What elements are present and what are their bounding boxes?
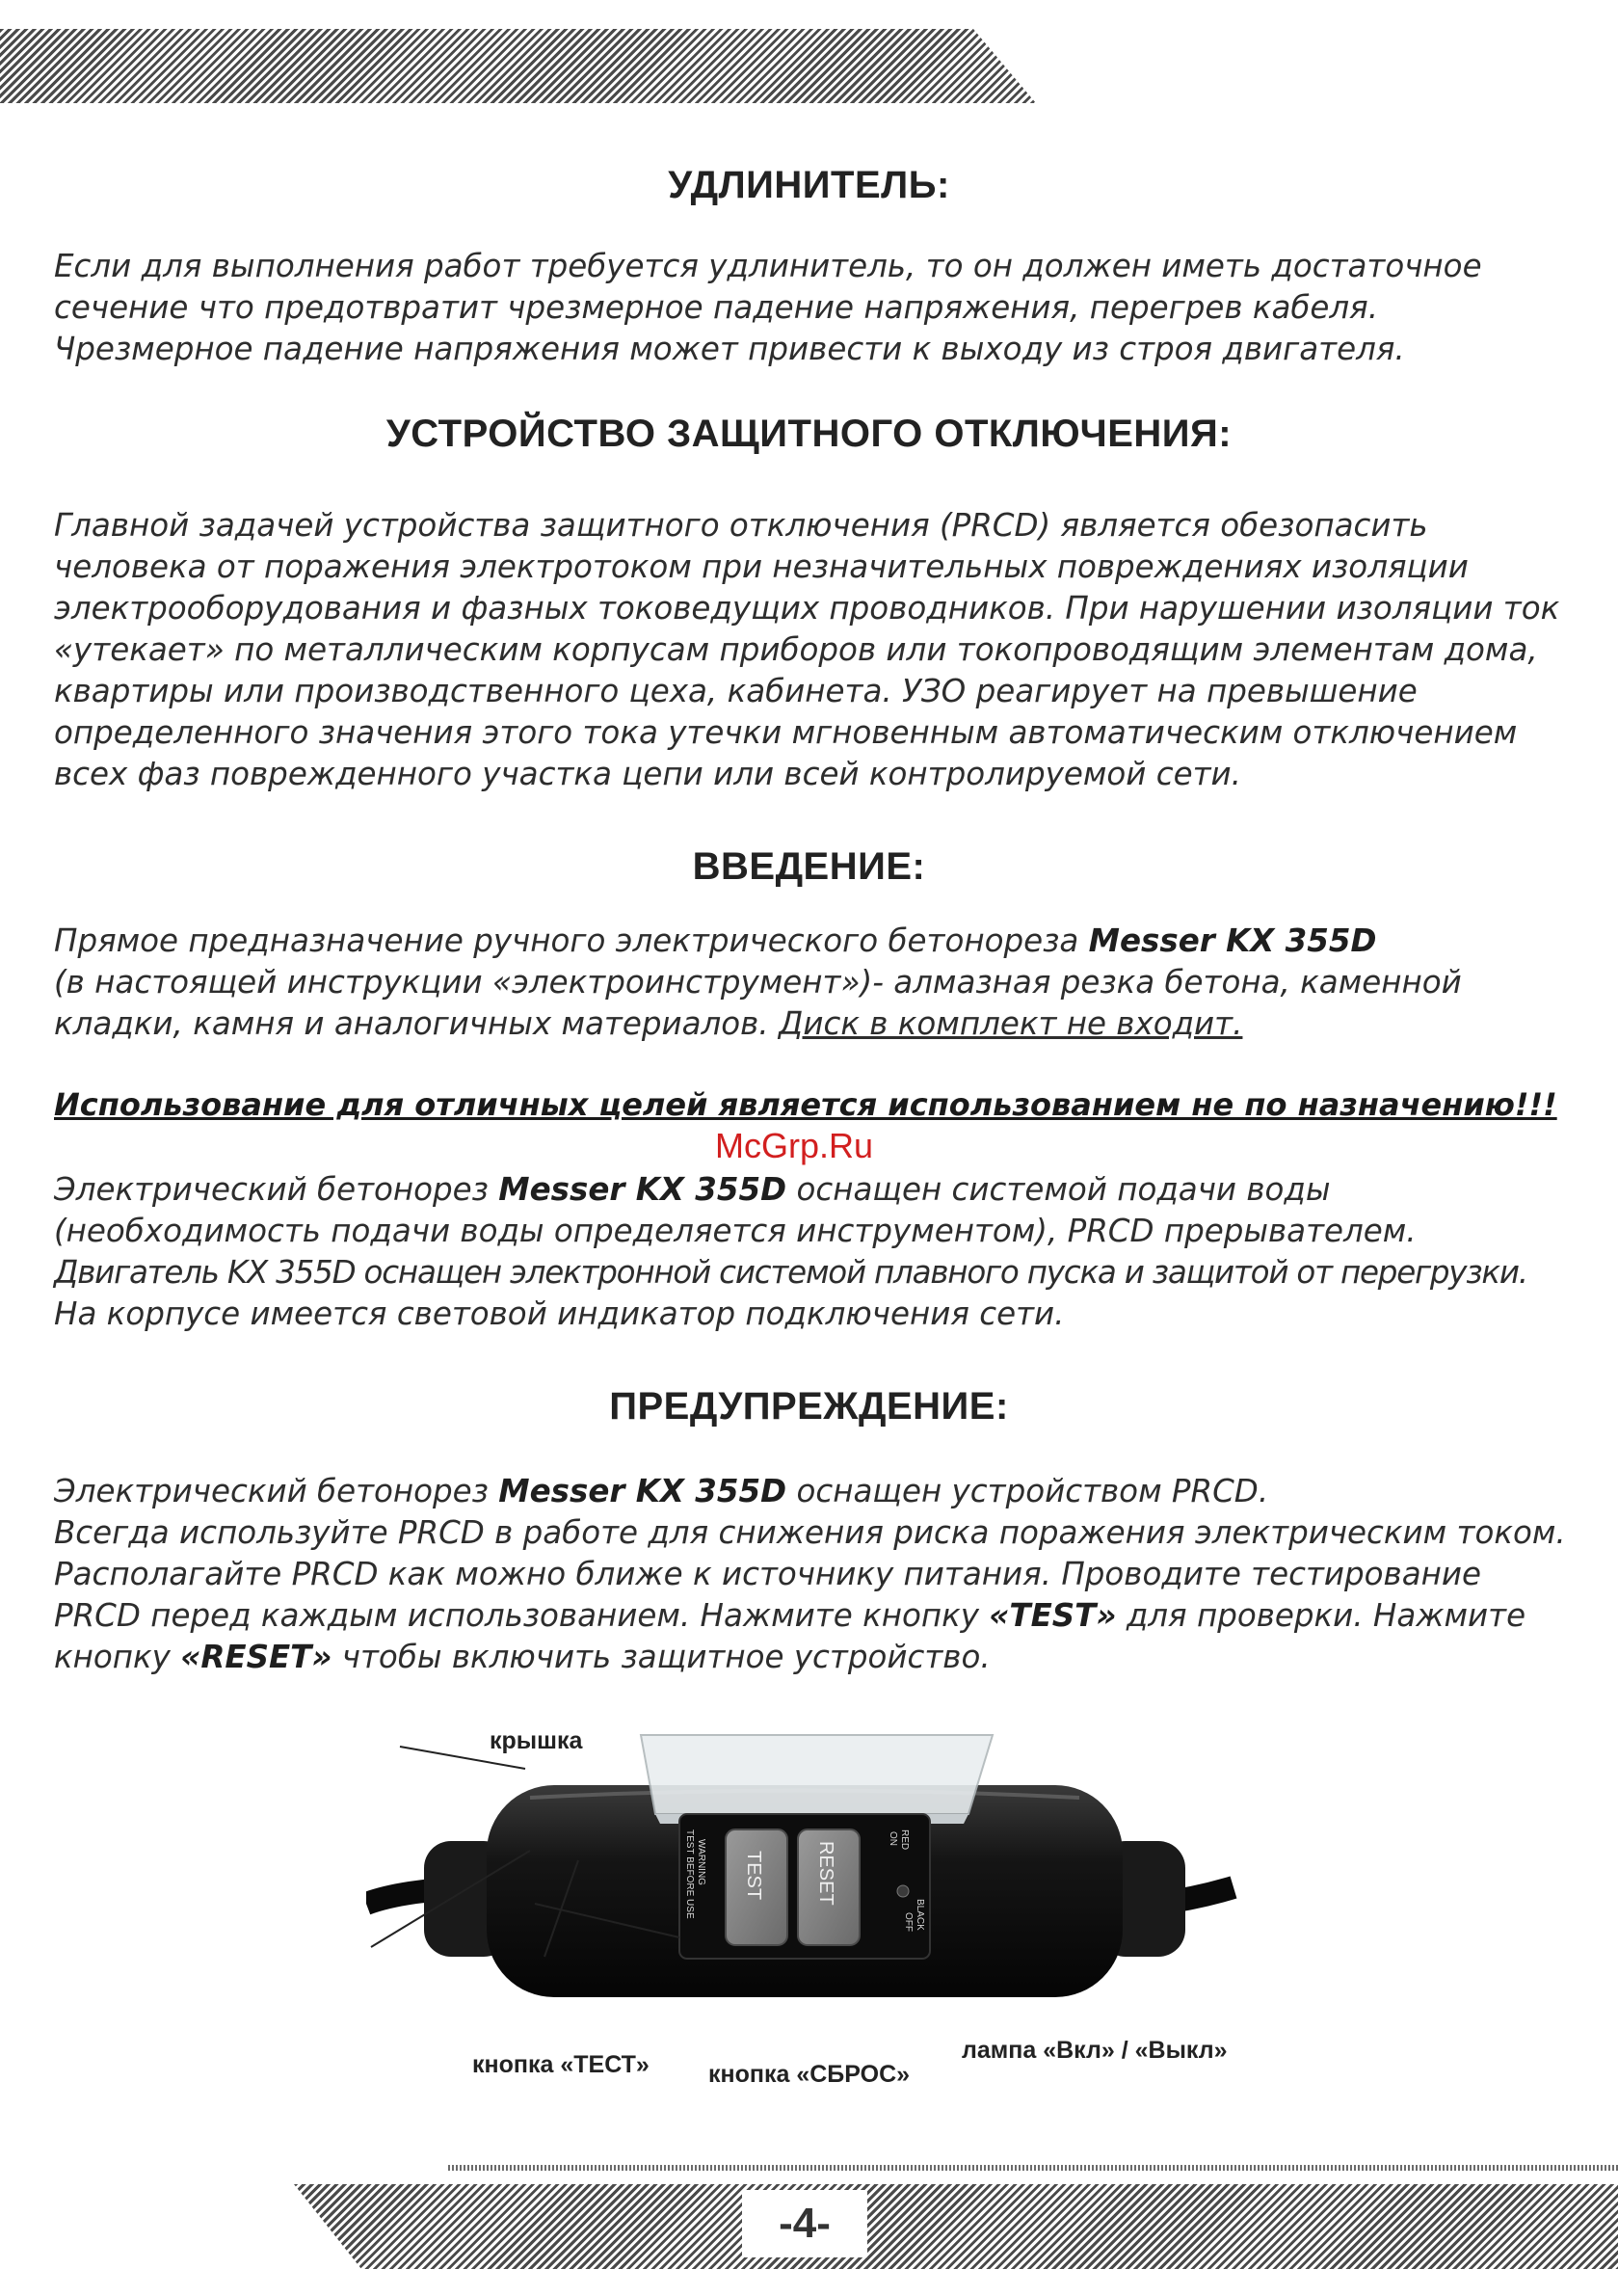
warning-text-2a: Всегда используйте PRCD в работе для снижения риска поражения электрическим током. Располагайте PRCD как можно ближе к источнику питания. Проводите тестирование PRCD перед каждым использованием. Нажмите кнопку: [54, 1514, 1566, 1634]
watermark: McGrp.Ru: [715, 1126, 874, 1165]
reset-quote: «RESET»: [180, 1639, 332, 1675]
warning-text-2b: для проверки. Нажмите кнопку: [54, 1597, 1526, 1675]
lamp-red-label: RED: [899, 1829, 910, 1851]
footer-hatch-band: [294, 2184, 1618, 2269]
page-number: -4-: [742, 2190, 867, 2257]
reset-button-caption: кнопка «СБРОС»: [708, 2061, 911, 2088]
lamp-caption: лампа «Вкл» / «Выкл»: [962, 2037, 1228, 2064]
warning-paragraph: [54, 1471, 1577, 1678]
cover-label: крышка: [490, 1727, 583, 1754]
product-name-2: Messer KX 355D: [498, 1171, 787, 1208]
prcd-heading: УСТРОЙСТВО ЗАЩИТНОГО ОТКЛЮЧЕНИЯ:: [385, 413, 1233, 455]
equip-text-start: Электрический бетонорез: [54, 1171, 499, 1208]
warning-heading: ПРЕДУПРЕЖДЕНИЕ:: [609, 1385, 1009, 1428]
test-before-use-label: TEST BEFORE USE: [684, 1829, 695, 1919]
warning-text-2c: чтобы включить защитное устройство.: [332, 1639, 991, 1675]
warning-label: WARNING: [696, 1839, 706, 1885]
intro-heading: ВВЕДЕНИЕ:: [692, 845, 926, 888]
intro-text-start: Прямое предназначение ручного электрического бетонореза: [54, 922, 1089, 959]
lamp-off-label: OFF: [903, 1912, 914, 1932]
intro-paragraph-2: [54, 1169, 1577, 1335]
indicator-text: На корпусе имеется световой индикатор подключения сети.: [54, 1295, 1065, 1332]
intro-paragraph: [54, 921, 1577, 1045]
test-button-caption: кнопка «ТЕСТ»: [472, 2051, 650, 2078]
lamp-on-label: ON: [888, 1831, 898, 1846]
reset-button-label: RESET: [815, 1841, 836, 1906]
warning-text-end: оснащен устройством PRCD.: [786, 1473, 1269, 1509]
prcd-text: Главной задачей устройства защитного отключения (PRCD) является обезопасить человека от поражения электротоком при незначительных повреждениях изоляции электрооборудования и фазных токоведущих проводников. При нарушении изоляции ток «утекает» по металлическим корпусам приборов или токопроводящим элементам дома, квартиры или производственного цеха, кабинета. УЗО реагирует на превышение определенного значения этого тока утечки мгновенным автоматическим отключением всех фаз поврежденного участка цепи или всей контролируемой сети.: [54, 507, 1560, 792]
warning-text-start: Электрический бетонорез: [54, 1473, 499, 1509]
extension-text: Если для выполнения работ требуется удлинитель, то он должен иметь достаточное сечение что предотвратит чрезмерное падение напряжения, перегрев кабеля. Чрезмерное падение напряжения может привести к выходу из строя двигателя.: [54, 248, 1482, 367]
usage-warning: Использование для отличных целей является использованием не по назначению!!!: [54, 1086, 1557, 1123]
disc-not-included: Диск в комплект не входит.: [778, 1005, 1243, 1042]
transparent-cover: [641, 1735, 993, 1814]
extension-heading: УДЛИНИТЕЛЬ:: [668, 164, 950, 206]
equip-text-rest: оснащен системой подачи воды (необходимость подачи воды определяется инструментом), PRCD прерывателем.: [54, 1171, 1417, 1249]
header-hatch-band: [0, 29, 1036, 103]
product-name: Messer KX 355D: [1088, 922, 1377, 959]
motor-text: Двигатель KX 355D оснащен электронной системой плавного пуска и защитой от перегрузки.: [54, 1254, 1527, 1291]
test-button-label: TEST: [743, 1851, 764, 1901]
footer-dotted-rule: [448, 2165, 1618, 2171]
status-lamp: [897, 1885, 909, 1897]
intro-text-rest: (в настоящей инструкции «электроинструмент»)- алмазная резка бетона, каменной кладки, камня и аналогичных материалов.: [54, 964, 1462, 1042]
lamp-black-label: BLACK: [915, 1899, 925, 1931]
product-name-3: Messer KX 355D: [498, 1473, 787, 1509]
test-quote: «TEST»: [989, 1597, 1117, 1634]
